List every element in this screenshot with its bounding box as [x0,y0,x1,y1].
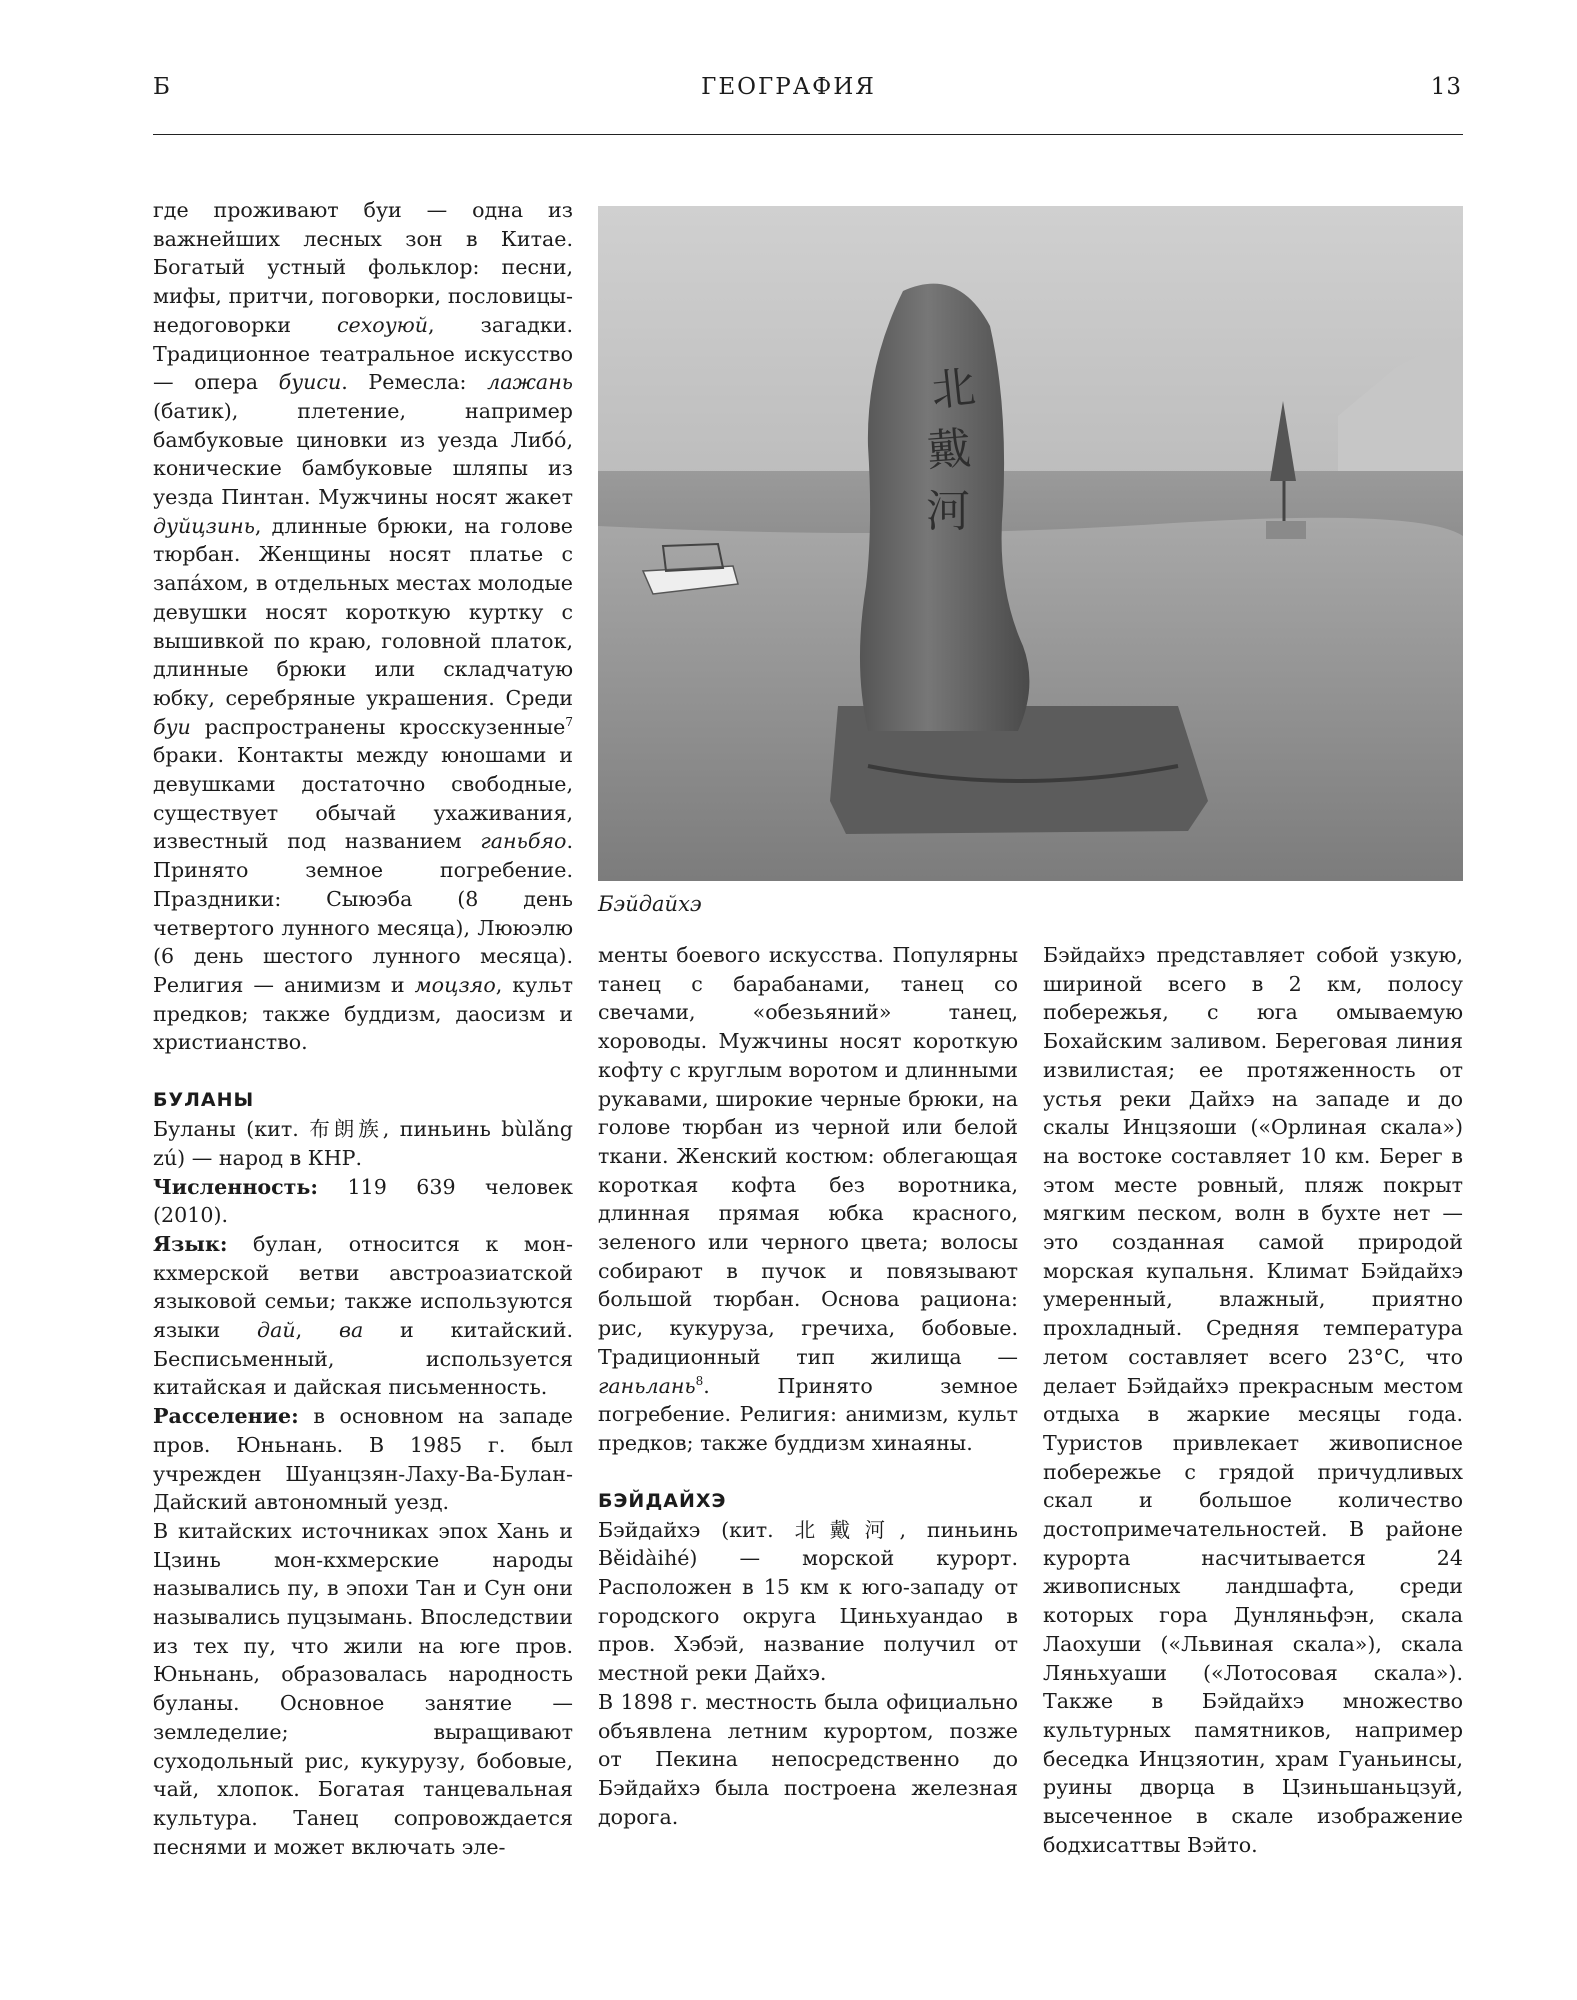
beidaihe-intro: Бэйдайхэ (кит. 北戴河, пиньинь Běidàihé) — морской курорт. Расположен в 15 км к юго-западу от городского округа Циньхуандао в пров. Хэбэй, название получил от местной реки Дайхэ. [598,1517,1018,1686]
header-section-letter: Б [153,74,171,100]
beidaihe-description: Бэйдайхэ представляет собой узкую, шириной всего в 2 км, полосу побережья, с юга омываемую Бохайским заливом. Береговая линия извилистая; ее протяженность от устья реки Дайхэ на западе и до скалы Инцзяоши («Орлиная скала») на востоке составляет 10 км. Берег в этом месте ровный, пляж покрыт мягким песком, волн в бухте нет — это созданная самой природой морская купальня. Климат Бэйдайхэ умеренный, влажный, приятно прохладный. Средняя температура летом составляет всего 23°C, что делает Бэйдайхэ прекрасным местом отдыха в жаркие месяцы года. Туристов привлекает живописное побережье с грядой причудливых скал и большое количество достопримечательностей. В районе курорта насчитывается 24 живописных ландшафта, среди которых гора Дунляньфэн, скала Лаохуши («Львиная скала»), скала Ляньхуаши («Лотосовая скала»). Также в Бэйдайхэ множество культурных памятников, например беседка Инцзяотин, храм Гуаньинсы, руины дворца в Цзиньшаньцзуй, высеченное в скале изображение бодхисаттвы Вэйто. [1043,943,1463,1857]
photo-caption: Бэйдайхэ [598,892,702,916]
bulany-intro: Буланы (кит. 布朗族, пиньинь bùlǎng zú) — народ в КНР. [153,1117,573,1170]
footnote-marker: 7 [565,714,573,729]
section-title-bulany: БУЛАНЫ [153,1089,255,1112]
column-2 [598,941,1018,1831]
header-rule [153,134,1463,135]
column-1 [153,196,573,1861]
header-title: ГЕОГРАФИЯ [701,74,876,100]
footnote-marker: 8 [695,1373,704,1388]
buyi-continued-paragraph: где проживают буи — одна из важнейших лесных зон в Китае. Богатый устный фольклор: песни, мифы, притчи, поговорки, пословицы-недоговорки сехоуюй, загадки. Традиционное театральное искусство — опера буиси. Ремесла: лажань (батик), плетение, например бамбуковые циновки из уезда Либó, конические бамбуковые шляпы из уезда Пинтан. Мужчины носят жакет дуйцзинь, длинные брюки, на голове тюрбан. Женщины носят платье с запа́хом, в отдельных местах молодые девушки носят короткую куртку с вышивкой по краю, головной платок, длинные брюки или складчатую юбку, серебряные украшения. Среди буи распространены кросскузенные$^7$ браки. Контакты между юношами и девушками достаточно свободные, существует обычай ухаживания, известный под названием ганьбяо. Принято земное погребение. Праздники: Сыюэба (8 день четвертого лунного месяца), Лююэлю (6 день шестого лунного месяца). Религия — анимизм и моцзяо, культ предков; также буддизм, даосизм и христианство. [153,198,574,1055]
page-number: 13 [1430,74,1462,100]
beidaihe-photo [598,206,1463,881]
bulany-settlement: Расселение: в основном на западе пров. Юньнань. В 1985 г. был учрежден Шуанцзян-Лаху-Ва-Булан-Дайский автономный уезд. [153,1404,573,1515]
bulany-population: Численность: 119 639 человек (2010). [153,1174,573,1228]
svg-text:北: 北 [928,361,978,417]
column-3 [1043,941,1463,1860]
svg-text:戴: 戴 [925,423,973,477]
bulany-history: В китайских источниках эпох Хань и Цзинь мон-кхмерские народы назывались пу, в эпохи Тан и Сун они назывались пуцзымань. Впоследствии из тех пу, что жили на юге пров. Юньнань, образовалась народность буланы. Основное занятие — земледелие; выращивают суходольный рис, кукурузу, бобовые, чай, хлопок. Богатая танцевальная культура. Танец сопровождается песнями и может включать эле- [153,1518,573,1859]
bulany-continued-paragraph: менты боевого искусства. Популярны танец с барабанами, танец со свечами, «обезьяний» танец, хороводы. Мужчины носят короткую кофту с круглым воротом и длинными рукавами, широкие черные брюки, на голове тюрбан из черной или белой ткани. Женский костюм: облегающая короткая кофта без воротника, длинная прямая юбка красного, зеленого или черного цвета; волосы собирают в пучок и повязывают большой тюрбан. Основа рациона: рис, кукуруза, гречиха, бобовые. Традиционный тип жилища — ганьлань$^8$. Принято земное погребение. Религия: анимизм, культ предков; также буддизм хинаяны. [598,943,1018,1455]
bulany-language: Язык: булан, относится к мон-кхмерской ветви австроазиатской языковой семьи; также используются языки дай, ва и китайский. Бесписьменный, используется китайская и дайская письменность. [153,1231,573,1400]
svg-text:河: 河 [926,486,970,537]
beidaihe-history: В 1898 г. местность была официально объявлена летним курортом, позже от Пекина непосредственно до Бэйдайхэ была построена железная дорога. [598,1689,1018,1829]
section-title-beidaihe: БЭЙДАЙХЭ [598,1489,727,1512]
